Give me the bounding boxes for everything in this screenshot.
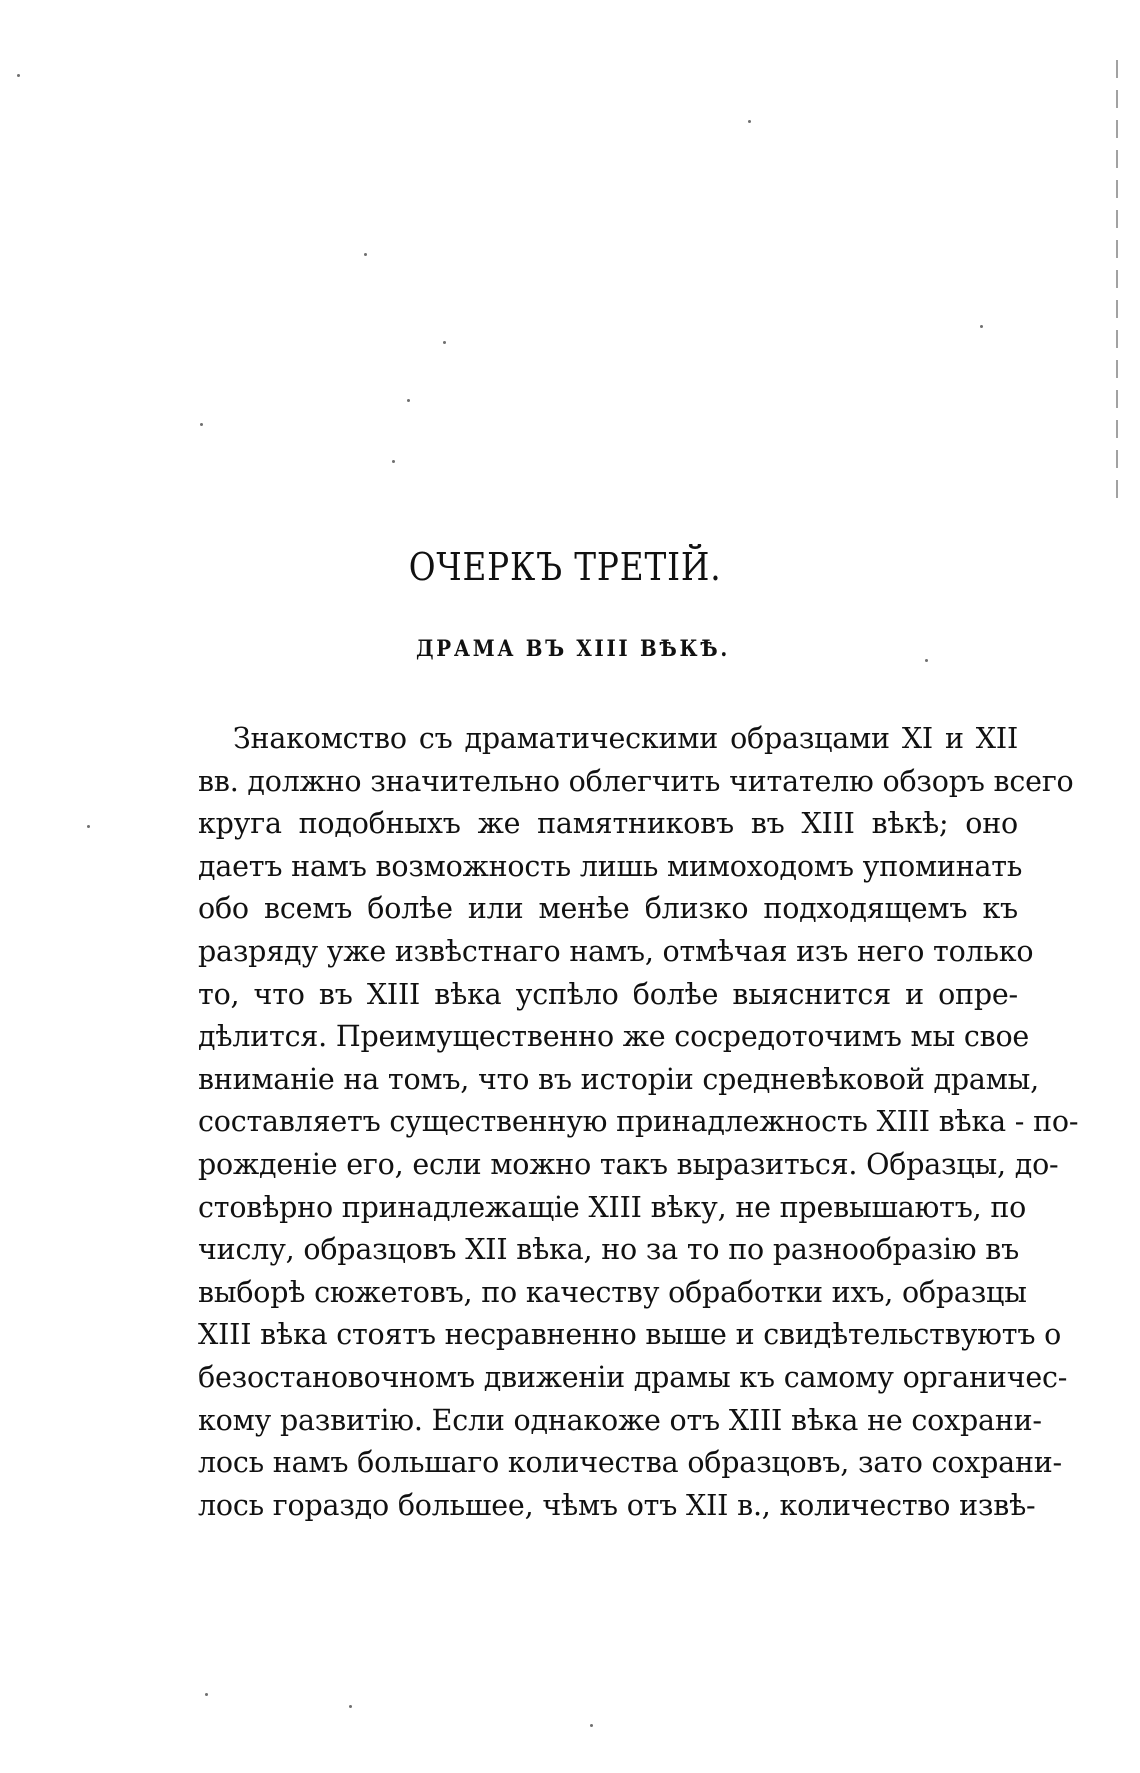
scan-speck: [392, 460, 395, 463]
scan-speck: [407, 399, 410, 402]
text-line: лось намъ большаго количества образцовъ, зато сохрани-: [198, 1446, 1062, 1480]
text-line: дѣлится. Преимущественно же сосредоточимъ мы свое: [198, 1020, 1030, 1054]
text-line: круга подобныхъ же памятниковъ въ XIII вѣкѣ; оно: [198, 807, 1018, 841]
body-text: [198, 718, 1079, 1527]
text-line: числу, образцовъ XII вѣка, но за то по разнообразію въ: [198, 1233, 1020, 1267]
text-line: лось гораздо большее, чѣмъ отъ XII в., количество извѣ-: [198, 1488, 1036, 1522]
text-line: безостановочномъ движеніи драмы къ самому органичес-: [198, 1360, 1068, 1394]
chapter-title: ОЧЕРКЪ ТРЕТІЙ.: [408, 545, 722, 589]
text-line: XIII вѣка стоятъ несравненно выше и свидѣтельствуютъ о: [198, 1318, 1062, 1352]
text-line: Знакомство съ драматическими образцами XI и XII: [233, 722, 1018, 755]
scan-speck: [980, 325, 983, 328]
text-line: вниманіе на томъ, что въ исторіи средневѣковой драмы,: [198, 1062, 1040, 1096]
text-line: кому развитію. Если однакоже отъ XIII вѣка не сохрани-: [198, 1403, 1042, 1437]
scan-speck: [443, 341, 446, 344]
scan-speck: [205, 1693, 208, 1696]
scan-speck: [87, 825, 90, 828]
text-line: обо всемъ болѣе или менѣе близко подходящемъ къ: [198, 892, 1018, 926]
text-line: выборѣ сюжетовъ, по качеству обработки ихъ, образцы: [198, 1275, 1027, 1309]
page-edge-shadow: [1116, 60, 1118, 500]
text-line: стовѣрно принадлежащіе XIII вѣку, не превышаютъ, по: [198, 1190, 1027, 1224]
scan-speck: [200, 423, 203, 426]
text-line: вв. должно значительно облегчить читателю обзоръ всего: [198, 764, 1074, 798]
text-line: разряду уже извѣстнаго намъ, отмѣчая изъ него только: [198, 934, 1034, 968]
chapter-subtitle: ДРАМА ВЪ XIII ВѢКѢ.: [416, 636, 730, 662]
scan-speck: [748, 120, 751, 123]
text-line: рожденіе его, если можно такъ выразиться. Образцы, до-: [198, 1147, 1059, 1181]
text-line: то, что въ XIII вѣка успѣло болѣе выяснится и опре-: [198, 977, 1018, 1011]
scan-speck: [364, 253, 367, 256]
text-line: составляетъ существенную принадлежность XIII вѣка - по-: [198, 1105, 1079, 1139]
scan-speck: [349, 1705, 352, 1708]
scan-speck: [17, 74, 20, 77]
scan-speck: [590, 1724, 593, 1727]
text-line: даетъ намъ возможность лишь мимоходомъ упоминать: [198, 849, 1023, 883]
